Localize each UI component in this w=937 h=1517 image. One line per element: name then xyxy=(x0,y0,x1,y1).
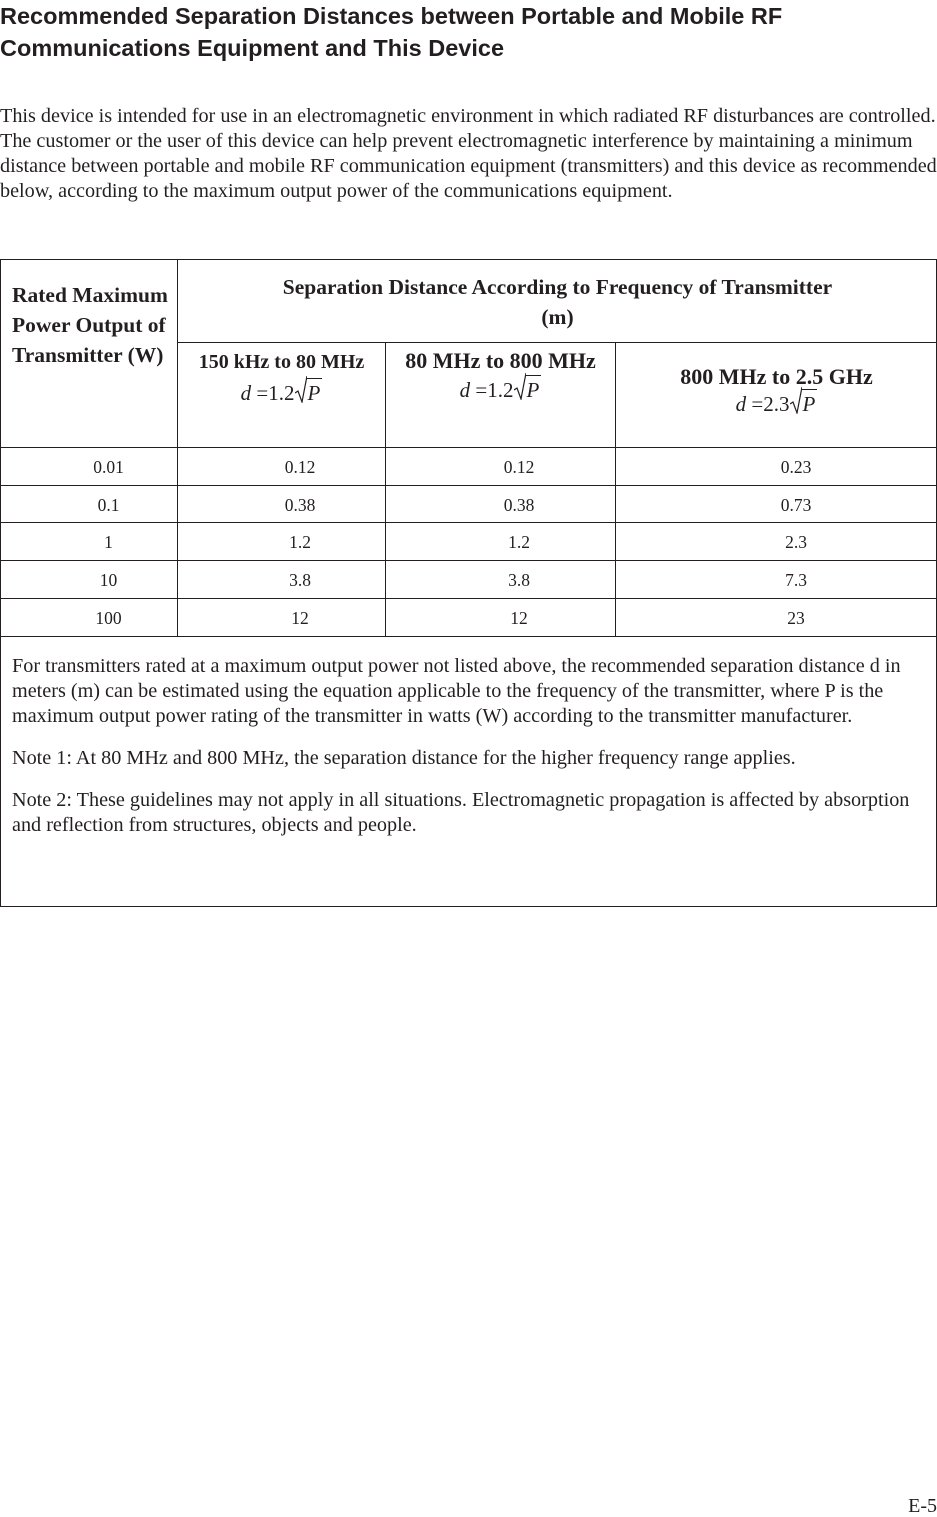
radical-sign-icon xyxy=(790,386,802,414)
column-label: 800 MHz to 2.5 GHz xyxy=(680,364,873,389)
column-label: 80 MHz to 800 MHz xyxy=(405,348,596,373)
square-root xyxy=(514,375,542,404)
formula-variable: d xyxy=(240,381,252,405)
square-root xyxy=(790,389,818,418)
rated-power-header: Rated Maximum Power Output of Transmitter (W) xyxy=(12,283,168,367)
radical-sign-icon xyxy=(514,372,526,400)
table-cell: 100 xyxy=(95,608,122,628)
formula-coefficient: 1.2 xyxy=(268,381,295,405)
table-cell: 0.38 xyxy=(503,495,535,515)
formula-equals: = xyxy=(475,378,488,402)
table-cell: 0.1 xyxy=(97,495,120,515)
footnote-note-1: Note 1: At 80 MHz and 800 MHz, the separation distance for the higher frequency range applies. xyxy=(12,747,796,769)
table-cell: 0.73 xyxy=(780,495,812,515)
table-cell: 23 xyxy=(787,608,805,628)
page-number: E-5 xyxy=(908,1495,937,1517)
formula xyxy=(616,389,937,418)
table-cell: 12 xyxy=(510,608,528,628)
formula-coefficient: 2.3 xyxy=(763,392,790,416)
table-cell: 12 xyxy=(291,608,309,628)
table-cell: 10 xyxy=(99,570,118,590)
column-header-80mhz-800mhz xyxy=(386,346,615,404)
table-cell: 0.38 xyxy=(284,495,316,515)
table-cell: 0.12 xyxy=(284,457,316,477)
footnote-note-2: Note 2: These guidelines may not apply in all situations. Electromagnetic propagation is affected by absorption and reflection from structures, objects and people. xyxy=(12,789,910,836)
separation-distance-header xyxy=(178,272,937,332)
table-footnotes xyxy=(12,654,927,855)
table-cell: 3.8 xyxy=(289,570,311,590)
separation-distance-table xyxy=(0,259,937,907)
formula-coefficient: 1.2 xyxy=(487,378,514,402)
radical-sign-icon xyxy=(295,375,307,403)
formula xyxy=(178,378,385,407)
table-cell: 7.3 xyxy=(785,570,807,590)
square-root xyxy=(295,378,323,407)
formula-equals: = xyxy=(751,392,764,416)
intro-paragraph: This device is intended for use in an electromagnetic environment in which radiated RF disturbances are controlled. The customer or the user of this device can help prevent electromagnetic interference by maintaining a minimum distance between portable and mobile RF communication equipment (transmitters) and this device as recommended below, according to the maximum output power of the communications equipment. xyxy=(0,105,937,202)
formula-equals: = xyxy=(256,381,269,405)
table-cell: 2.3 xyxy=(785,532,807,552)
table-divider xyxy=(177,342,937,343)
table-cell: 0.23 xyxy=(780,457,812,477)
column-header-150khz-80mhz xyxy=(178,350,385,407)
formula-variable: d xyxy=(459,378,471,402)
table-cell: 3.8 xyxy=(508,570,530,590)
table-cell: 0.12 xyxy=(503,457,535,477)
formula-argument: P xyxy=(526,375,542,404)
formula-variable: d xyxy=(735,392,747,416)
footnote-general: For transmitters rated at a maximum output power not listed above, the recommended separation distance d in meters (m) can be estimated using the equation applicable to the frequency of the transmitter, where P is the maximum output power rating of the transmitter in watts (W) according to the transmitter manufacturer. xyxy=(12,655,901,727)
formula xyxy=(386,375,615,404)
table-cell: 0.01 xyxy=(93,457,124,477)
column-header-800mhz-2-5ghz xyxy=(616,362,937,418)
table-cell: 1 xyxy=(104,532,113,552)
column-label: 150 kHz to 80 MHz xyxy=(198,351,365,373)
separation-header-line1: Separation Distance According to Frequency of Transmitter xyxy=(282,275,833,299)
formula-argument: P xyxy=(307,378,323,407)
formula-argument: P xyxy=(802,389,818,418)
table-cell: 1.2 xyxy=(289,532,311,552)
table-cell: 1.2 xyxy=(508,532,530,552)
separation-header-line2: (m) xyxy=(541,305,574,329)
page-title: Recommended Separation Distances between Portable and Mobile RF Communications Equipment and This Device xyxy=(0,3,783,61)
